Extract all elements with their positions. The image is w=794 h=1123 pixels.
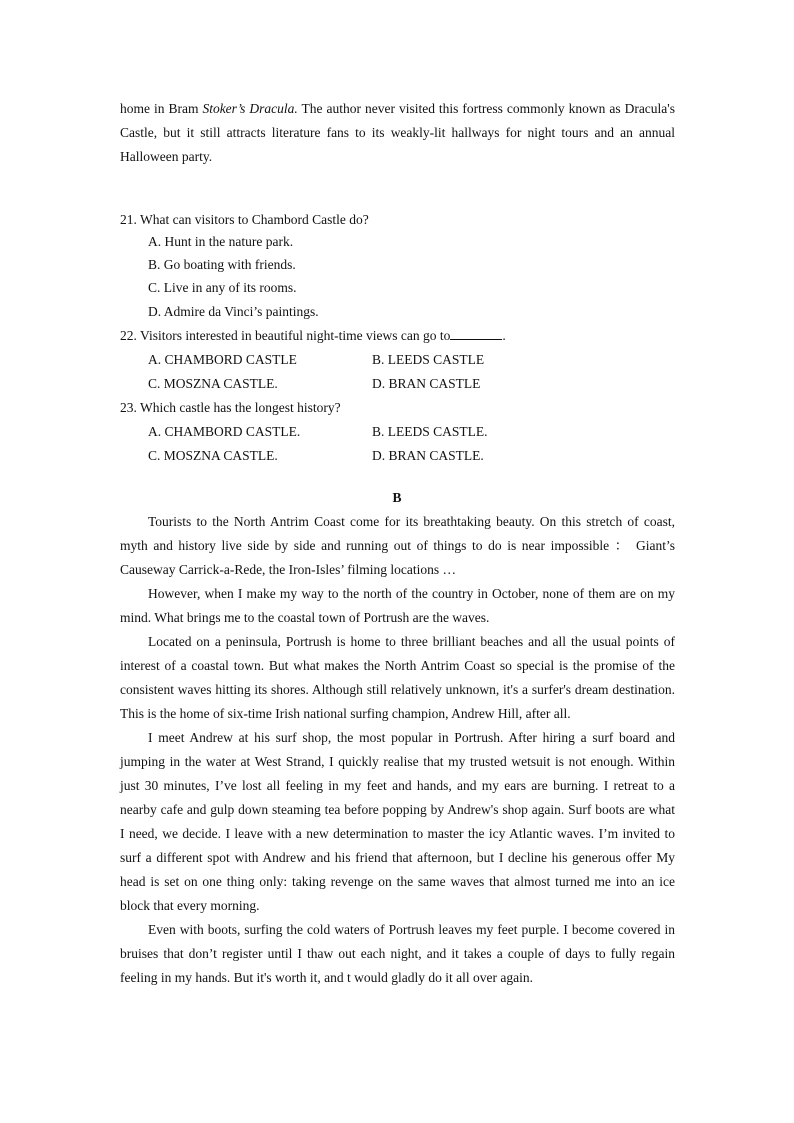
question-21-option-a: A. Hunt in the nature park. [148,234,294,249]
intro-text-after: The author never visited this fortress commonly known as Dracula's Castle, but it still attracts literature fans to its weakly-lit hallways for night tours and an annual Halloween party. [120,101,675,164]
question-22-stem-end: . [502,328,506,343]
section-b-paragraph-3: Located on a peninsula, Portrush is home to three brilliant beaches and all the usual points of interest of a coastal town. But what makes the North Antrim Coast so special is the promise of the consistent waves hitting its shores. Although still relatively unknown, it's a surfer's dream destination. This is the home of six-time Irish national surfing champion, Andrew Hill, after all. [120,634,675,721]
question-22-option-a: A. CHAMBORD CASTLE [148,352,297,367]
section-b-body [120,510,675,990]
section-b-paragraph-2: However, when I make my way to the north of the country in October, none of them are on my mind. What brings me to the coastal town of Portrush are the waves. [120,586,675,625]
section-b-paragraph-5: Even with boots, surfing the cold waters of Portrush leaves my feet purple. I become covered in bruises that don’t register until I thaw out each night, and it takes a couple of days to fully regain feeling in my hands. But it's worth it, and t would gladly do it all over again. [120,922,675,985]
intro-paragraph [120,97,675,169]
question-22-option-d: D. BRAN CASTLE [372,376,481,391]
question-23-option-c: C. MOSZNA CASTLE. [148,448,278,463]
question-21-option-c: C. Live in any of its rooms. [148,280,297,295]
section-b-heading: B [392,490,402,505]
question-22-stem-text: 22. Visitors interested in beautiful night-time views can go to [120,328,451,343]
question-21-stem: 21. What can visitors to Chambord Castle do? [120,212,369,227]
question-22-stem [120,324,506,348]
intro-italic-title: Stoker’s Dracula. [202,101,298,116]
question-22-option-b: B. LEEDS CASTLE [372,352,485,367]
intro-text-before: home in Bram [120,101,203,116]
question-23-stem: 23. Which castle has the longest history? [120,400,341,415]
question-23-option-b: B. LEEDS CASTLE. [372,424,488,439]
section-b-paragraph-4: I meet Andrew at his surf shop, the most popular in Portrush. After hiring a surf board and jumping in the water at West Strand, I quickly realise that my trusted wetsuit is not enough. Within just 30 minutes, I’ve lost all feeling in my feet and hands, and my ears are burning. I retreat to a nearby cafe and gulp down steaming tea before popping by Andrew's shop again. Surf boots are what I need, we decide. I leave with a new determination to master the icy Atlantic waves. I’m invited to surf a different spot with Andrew and his friend that afternoon, but I decline his generous offer My head is set on one thing only: taking revenge on the same waves that almost turned me into an ice block that every morning. [120,730,675,913]
question-22-option-c: C. MOSZNA CASTLE. [148,376,278,391]
question-21-option-b: B. Go boating with friends. [148,257,296,272]
question-23-option-a: A. CHAMBORD CASTLE. [148,424,301,439]
question-21-option-d: D. Admire da Vinci’s paintings. [148,304,319,319]
question-23-option-d: D. BRAN CASTLE. [372,448,484,463]
section-b-paragraph-1: Tourists to the North Antrim Coast come for its breathtaking beauty. On this stretch of coast, myth and history live side by side and running out of things to do is near impossible ： Giant’s Causeway Carrick-a-Rede, the Iron-Isles’ filming locations … [120,514,675,577]
answer-blank [450,325,502,340]
